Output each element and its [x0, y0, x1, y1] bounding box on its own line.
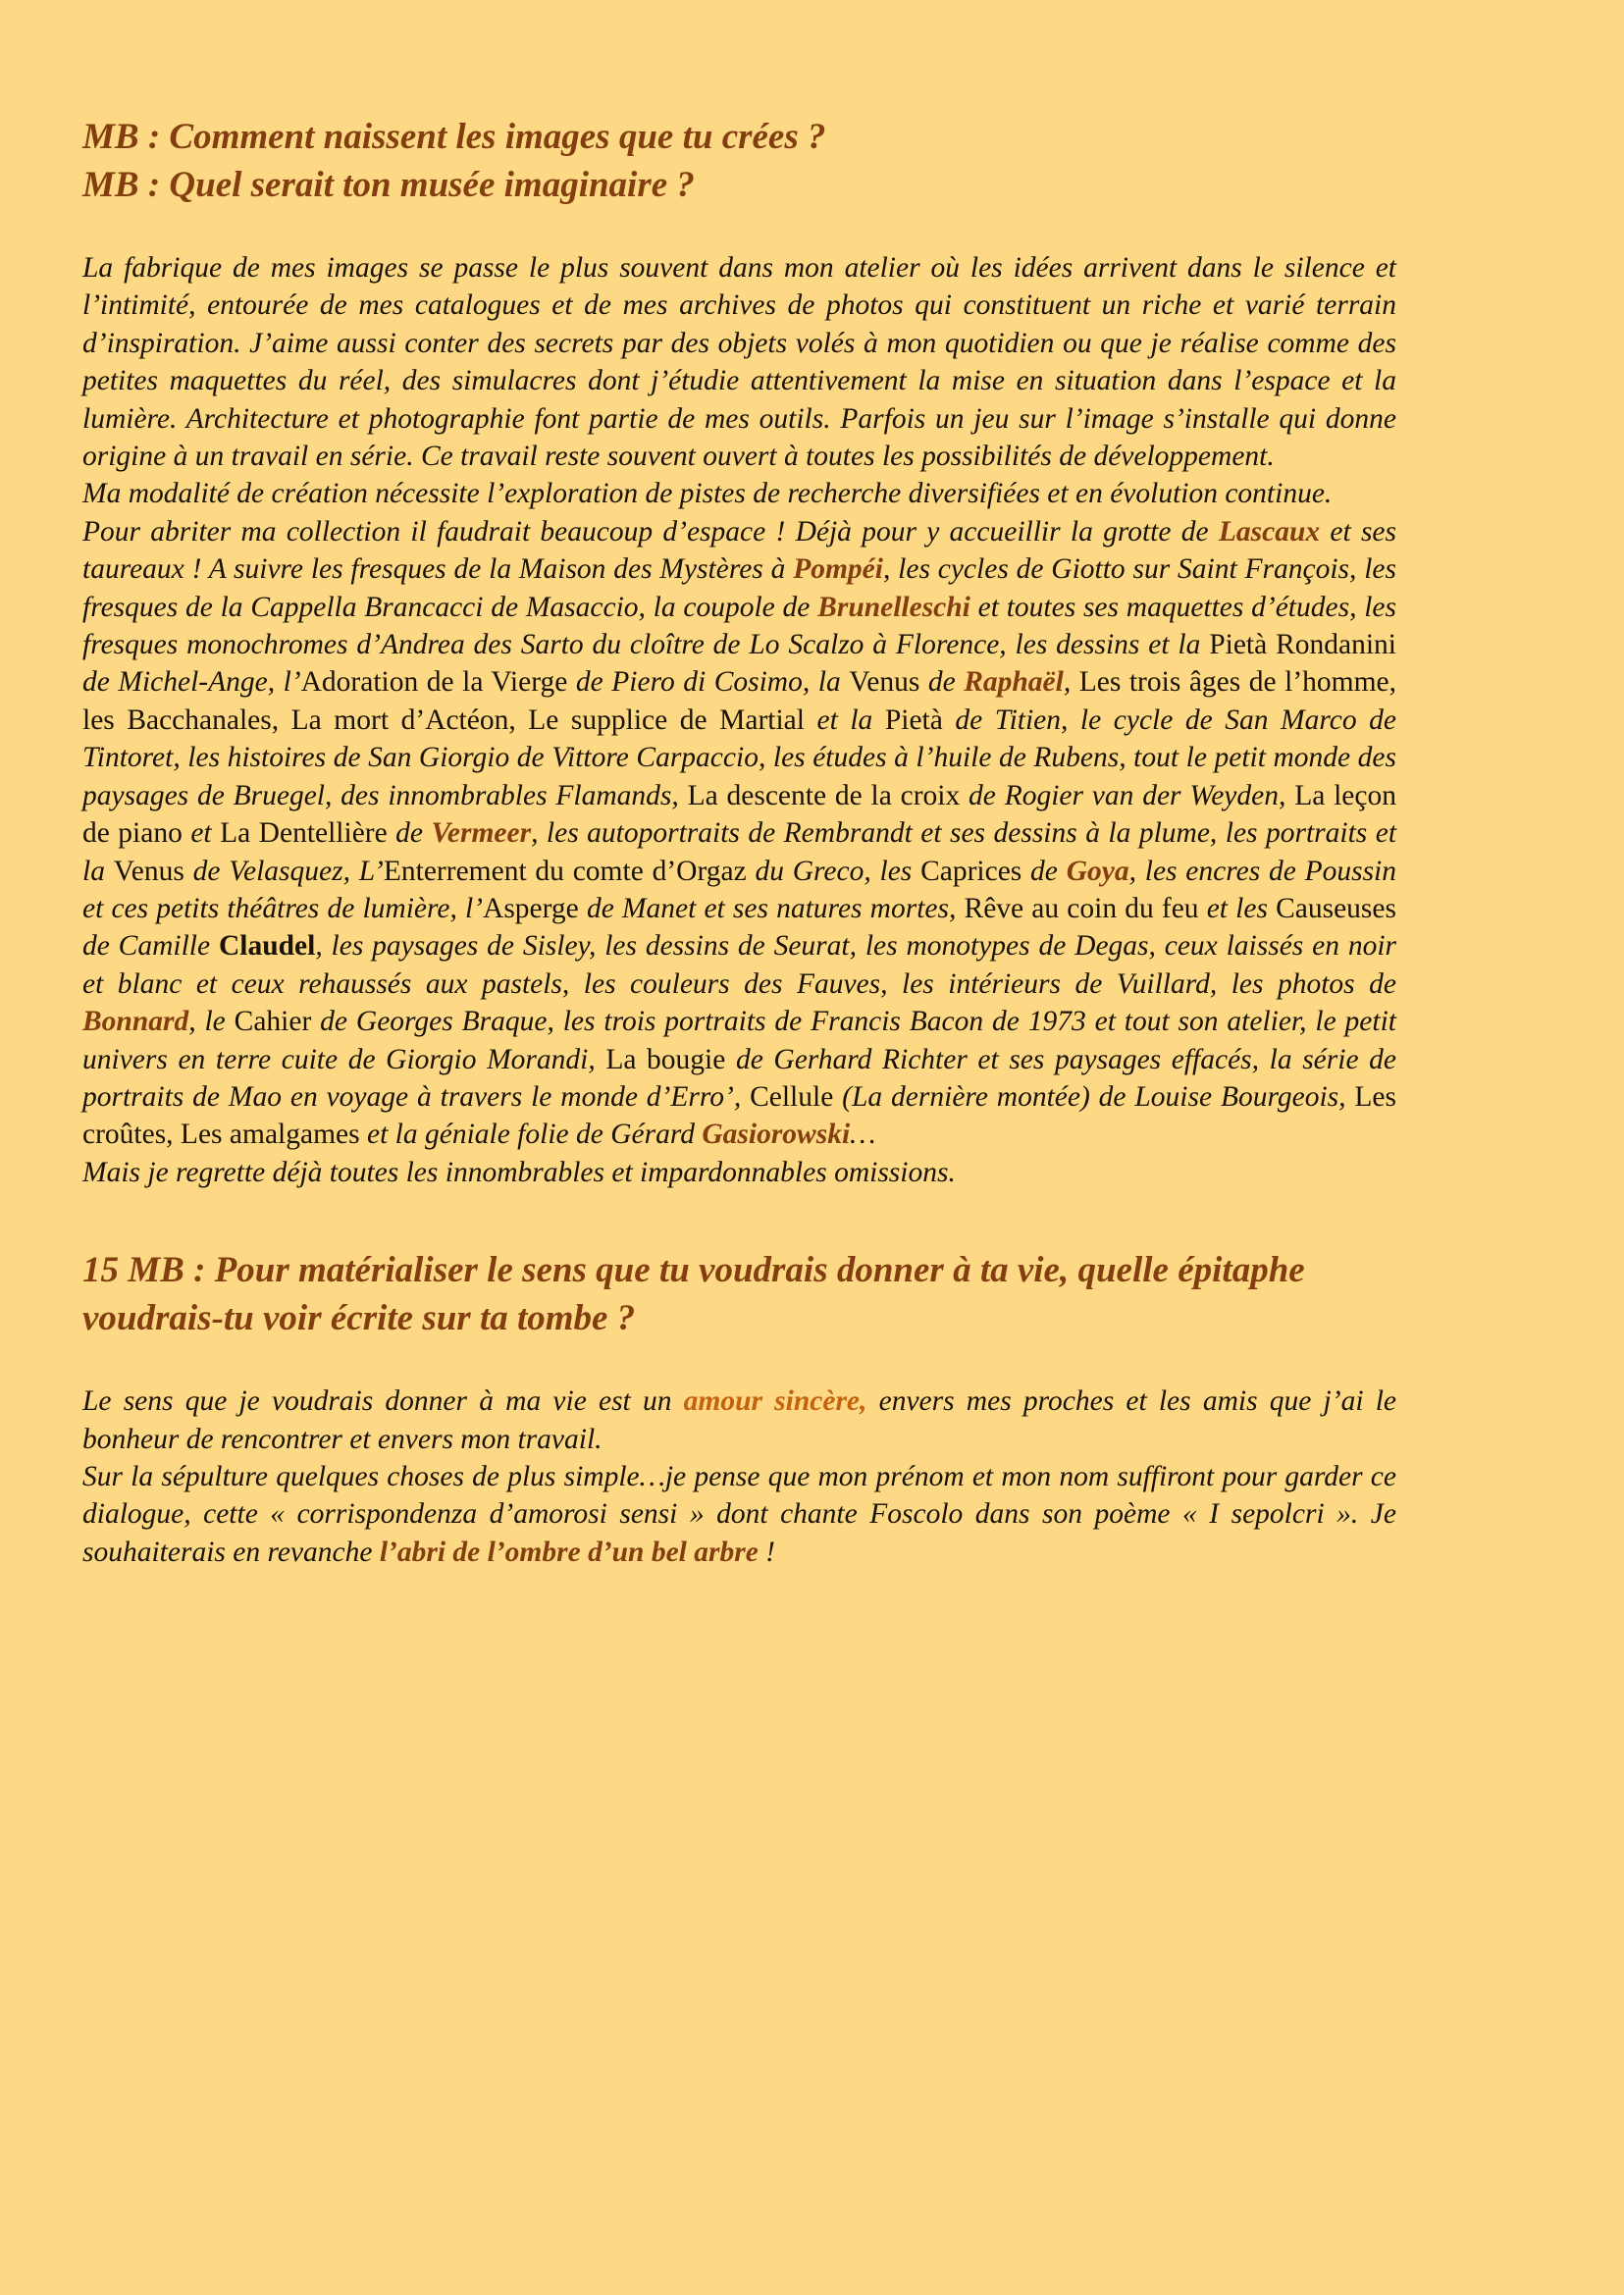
- answer-paragraph-sepulture: [82, 1458, 1396, 1571]
- highlighted-name: Bonnard: [82, 1006, 189, 1038]
- answer-paragraph-meaning: [82, 1382, 1396, 1458]
- text-run: Pour abriter ma collection il faudrait beaucoup d’espace ! Déjà pour y accueillir la grotte de: [82, 515, 1219, 548]
- text-run: de: [387, 817, 432, 850]
- text-run: de Rogier van der Weyden,: [960, 779, 1295, 811]
- text-run: …: [850, 1119, 876, 1151]
- text-run: , les encres de Poussin et ces petits théâtres de lumière, l’: [82, 855, 1397, 924]
- text-run: ,: [1063, 666, 1079, 699]
- artwork-title: Asperge: [483, 892, 579, 924]
- text-run: , les autoportraits de Rembrandt et ses dessins à la plume, les portraits et la: [82, 817, 1397, 887]
- highlighted-name: Brunelleschi: [817, 591, 970, 623]
- highlighted-name: Vermeer: [431, 817, 532, 850]
- highlighted-name: Claudel: [218, 930, 316, 963]
- text-run: !: [758, 1536, 775, 1568]
- text-run: de Gerhard Richter et ses paysages effacés, la série de portraits de Mao en voyage à travers le monde d’Erro’,: [82, 1043, 1396, 1113]
- highlighted-name: amour sincère,: [683, 1385, 867, 1418]
- highlighted-name: Lascaux: [1218, 515, 1321, 548]
- text-run: du Greco, les: [746, 855, 921, 887]
- artwork-title: Venus: [849, 666, 920, 699]
- artwork-title: Pietà: [884, 704, 943, 736]
- artwork-title: Enterrement du comte d’Orgaz: [383, 855, 747, 887]
- question-imaginary-museum: MB : Quel serait ton musée imaginaire ?: [82, 165, 695, 205]
- text-run: , le: [188, 1006, 235, 1038]
- text-run: de Camille: [82, 930, 219, 963]
- highlighted-name: Goya: [1066, 855, 1129, 887]
- answer-paragraph-omissions: Mais je regrette déjà toutes les innombrables et impardonnables omissions.: [82, 1156, 956, 1188]
- artwork-title: Venus: [113, 855, 184, 887]
- highlighted-name: Pompéi: [793, 553, 883, 586]
- artwork-title: La descente de la croix: [687, 779, 961, 811]
- answer-paragraph-creation: La fabrique de mes images se passe le plus souvent dans mon atelier où les idées arrivent dans le silence et l’intimité, entourée de mes catalogues et de mes archives de photos qui constituent un riche et varié terrain d’inspiration. J’aime aussi conter des secrets par des objets volés à mon quotidien ou que je réalise comme des petites maquettes du réel, des simulacres dont j’étudie attentivement la mise en situation dans l’espace et la lumière. Architecture et photographie font partie de mes outils. Parfois un jeu sur l’image s’installe qui donne origine à un travail en série. Ce travail reste souvent ouvert à toutes les possibilités de développement.: [82, 252, 1396, 473]
- question-block-2: [82, 1246, 1396, 1342]
- highlighted-name: l’abri de l’ombre d’un bel arbre: [379, 1536, 759, 1568]
- text-run: , les cycles de Giotto sur Saint François, les fresques de la Cappella Brancacci de Masaccio, la coupole de: [82, 553, 1396, 623]
- artwork-title: Causeuses: [1276, 892, 1396, 924]
- text-run: et toutes ses maquettes d’études, les fresques monochromes d’Andrea des Sarto du cloître de Lo Scalzo à Florence, les dessins et la: [82, 591, 1396, 661]
- text-run: Sur la sépulture quelques choses de plus simple…je pense que mon prénom et mon nom suffiront pour garder ce dialogue, cette « corrispondenza d’amorosi sensi » dont chante Foscolo dans son poème « I sepolcri ». Je souhaiterais en revanche: [82, 1460, 1396, 1568]
- text-run: et ses taureaux ! A suivre les fresques de la Maison des Mystères à: [82, 515, 1396, 586]
- artwork-title: Rêve au coin du feu: [964, 892, 1199, 924]
- text-run: de: [919, 666, 965, 699]
- text-run: Le sens que je voudrais donner à ma vie est un: [82, 1385, 684, 1418]
- text-run: , les paysages de Sisley, les dessins de Seurat, les monotypes de Degas, ceux laissés en noir et blanc et ceux rehaussés aux pastels, les couleurs des Fauves, les intérieurs de Vuillard, les photos de: [82, 930, 1396, 1000]
- text-run: et: [182, 817, 221, 850]
- text-run: de Georges Braque, les trois portraits de Francis Bacon de 1973 et tout son atelier, le petit univers en terre cuite de Giorgio Morandi,: [82, 1006, 1396, 1075]
- artwork-title: Pietà Rondanini: [1209, 629, 1396, 661]
- artwork-title: La bougie: [605, 1043, 726, 1075]
- text-run: et les: [1198, 892, 1277, 924]
- highlighted-name: Gasiorowski: [702, 1119, 851, 1151]
- answer-paragraph-collection: [82, 513, 1396, 1154]
- artwork-title: Les croûtes, Les amalgames: [82, 1080, 1396, 1151]
- text-run: et la: [804, 704, 885, 736]
- text-run: de: [1022, 855, 1067, 887]
- highlighted-name: Raphaël: [964, 666, 1064, 699]
- answer-block-1: [82, 249, 1396, 1191]
- text-run: (La dernière montée) de Louise Bourgeois,: [833, 1080, 1355, 1113]
- question-block-1: [82, 113, 1396, 209]
- text-run: et la géniale folie de Gérard: [359, 1119, 703, 1151]
- artwork-title: Cellule: [750, 1080, 834, 1113]
- text-run: de Michel-Ange, l’: [82, 666, 301, 699]
- artwork-title: Caprices: [920, 855, 1022, 887]
- question-epitaph: 15 MB : Pour matérialiser le sens que tu voudrais donner à ta vie, quelle épitaphe voudrais-tu voir écrite sur ta tombe ?: [82, 1250, 1305, 1339]
- artwork-title: Cahier: [234, 1006, 312, 1038]
- text-run: de Manet et ses natures mortes,: [578, 892, 965, 924]
- text-run: de Velasquez, L’: [183, 855, 384, 887]
- artwork-title: La Dentellière: [220, 817, 388, 850]
- text-run: de Piero di Cosimo, la: [567, 666, 850, 699]
- artwork-title: La leçon de piano: [82, 779, 1396, 850]
- text-run: de Titien, le cycle de San Marco de Tintoret, les histoires de San Giorgio de Vittore Carpaccio, les études à l’huile de Rubens, tout le petit monde des paysages de Bruegel, des innombrables Flamands,: [82, 704, 1396, 811]
- answer-block-2: [82, 1382, 1396, 1571]
- text-run: envers mes proches et les amis que j’ai le bonheur de rencontrer et envers mon travail.: [82, 1385, 1396, 1455]
- artwork-title: Adoration de la Vierge: [300, 666, 568, 699]
- artwork-title: Les trois âges de l’homme, les Bacchanales, La mort d’Actéon, Le supplice de Martial: [82, 666, 1397, 736]
- question-images: MB : Comment naissent les images que tu crées ?: [82, 117, 826, 157]
- answer-paragraph-modality: Ma modalité de création nécessite l’exploration de pistes de recherche diversifiées et en évolution continue.: [82, 478, 1333, 510]
